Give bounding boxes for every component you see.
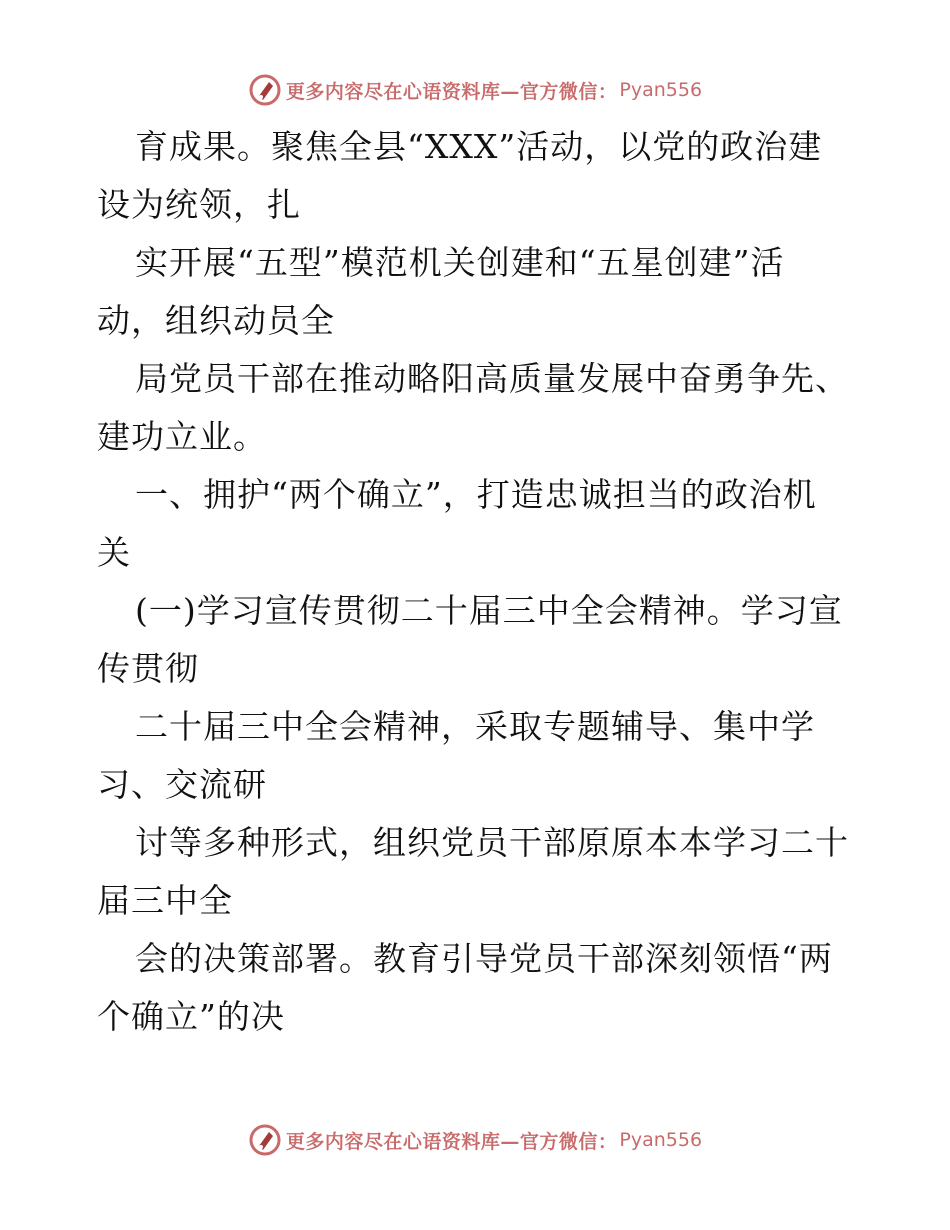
banner-text: 更多内容尽在心语资料库—官方微信： [285,1130,618,1153]
section-heading: 一、拥护“两个确立”，打造忠诚担当的政治机 [135,475,817,514]
body-line: 动，组织动员全 [97,301,335,340]
document-body [97,118,857,1046]
subsection-heading: (一)学习宣传贯彻二十届三中全会精神。学习宣 [135,591,843,630]
body-line: 讨等多种形式，组织党员干部原原本本学习二十 [135,823,849,862]
banner-text: 更多内容尽在心语资料库—官方微信： [285,80,618,103]
body-line: 育成果。聚焦全县“XXX”活动，以党的政治建 [135,127,823,166]
body-line: 习、交流研 [97,765,267,804]
body-line: 会的决策部署。教育引导党员干部深刻领悟“两 [135,939,833,978]
wechat-id: Pyan556 [619,79,703,101]
body-line: 届三中全 [97,881,233,920]
body-line: 二十届三中全会精神，采取专题辅导、集中学 [135,707,815,746]
body-line: 实开展“五型”模范机关创建和“五星创建”活 [135,243,785,282]
header-banner [0,70,950,110]
pen-nib-logo-icon [248,73,282,107]
body-line: 个确立”的决 [97,997,285,1036]
wechat-id: Pyan556 [619,1129,703,1151]
body-line: 传贯彻 [97,649,199,688]
body-line: 设为统领，扎 [97,185,301,224]
section-heading-cont: 关 [97,533,131,572]
footer-banner [0,1120,950,1160]
pen-nib-logo-icon [248,1123,282,1157]
body-line: 建功立业。 [97,417,267,456]
body-line: 局党员干部在推动略阳高质量发展中奋勇争先、 [135,359,849,398]
